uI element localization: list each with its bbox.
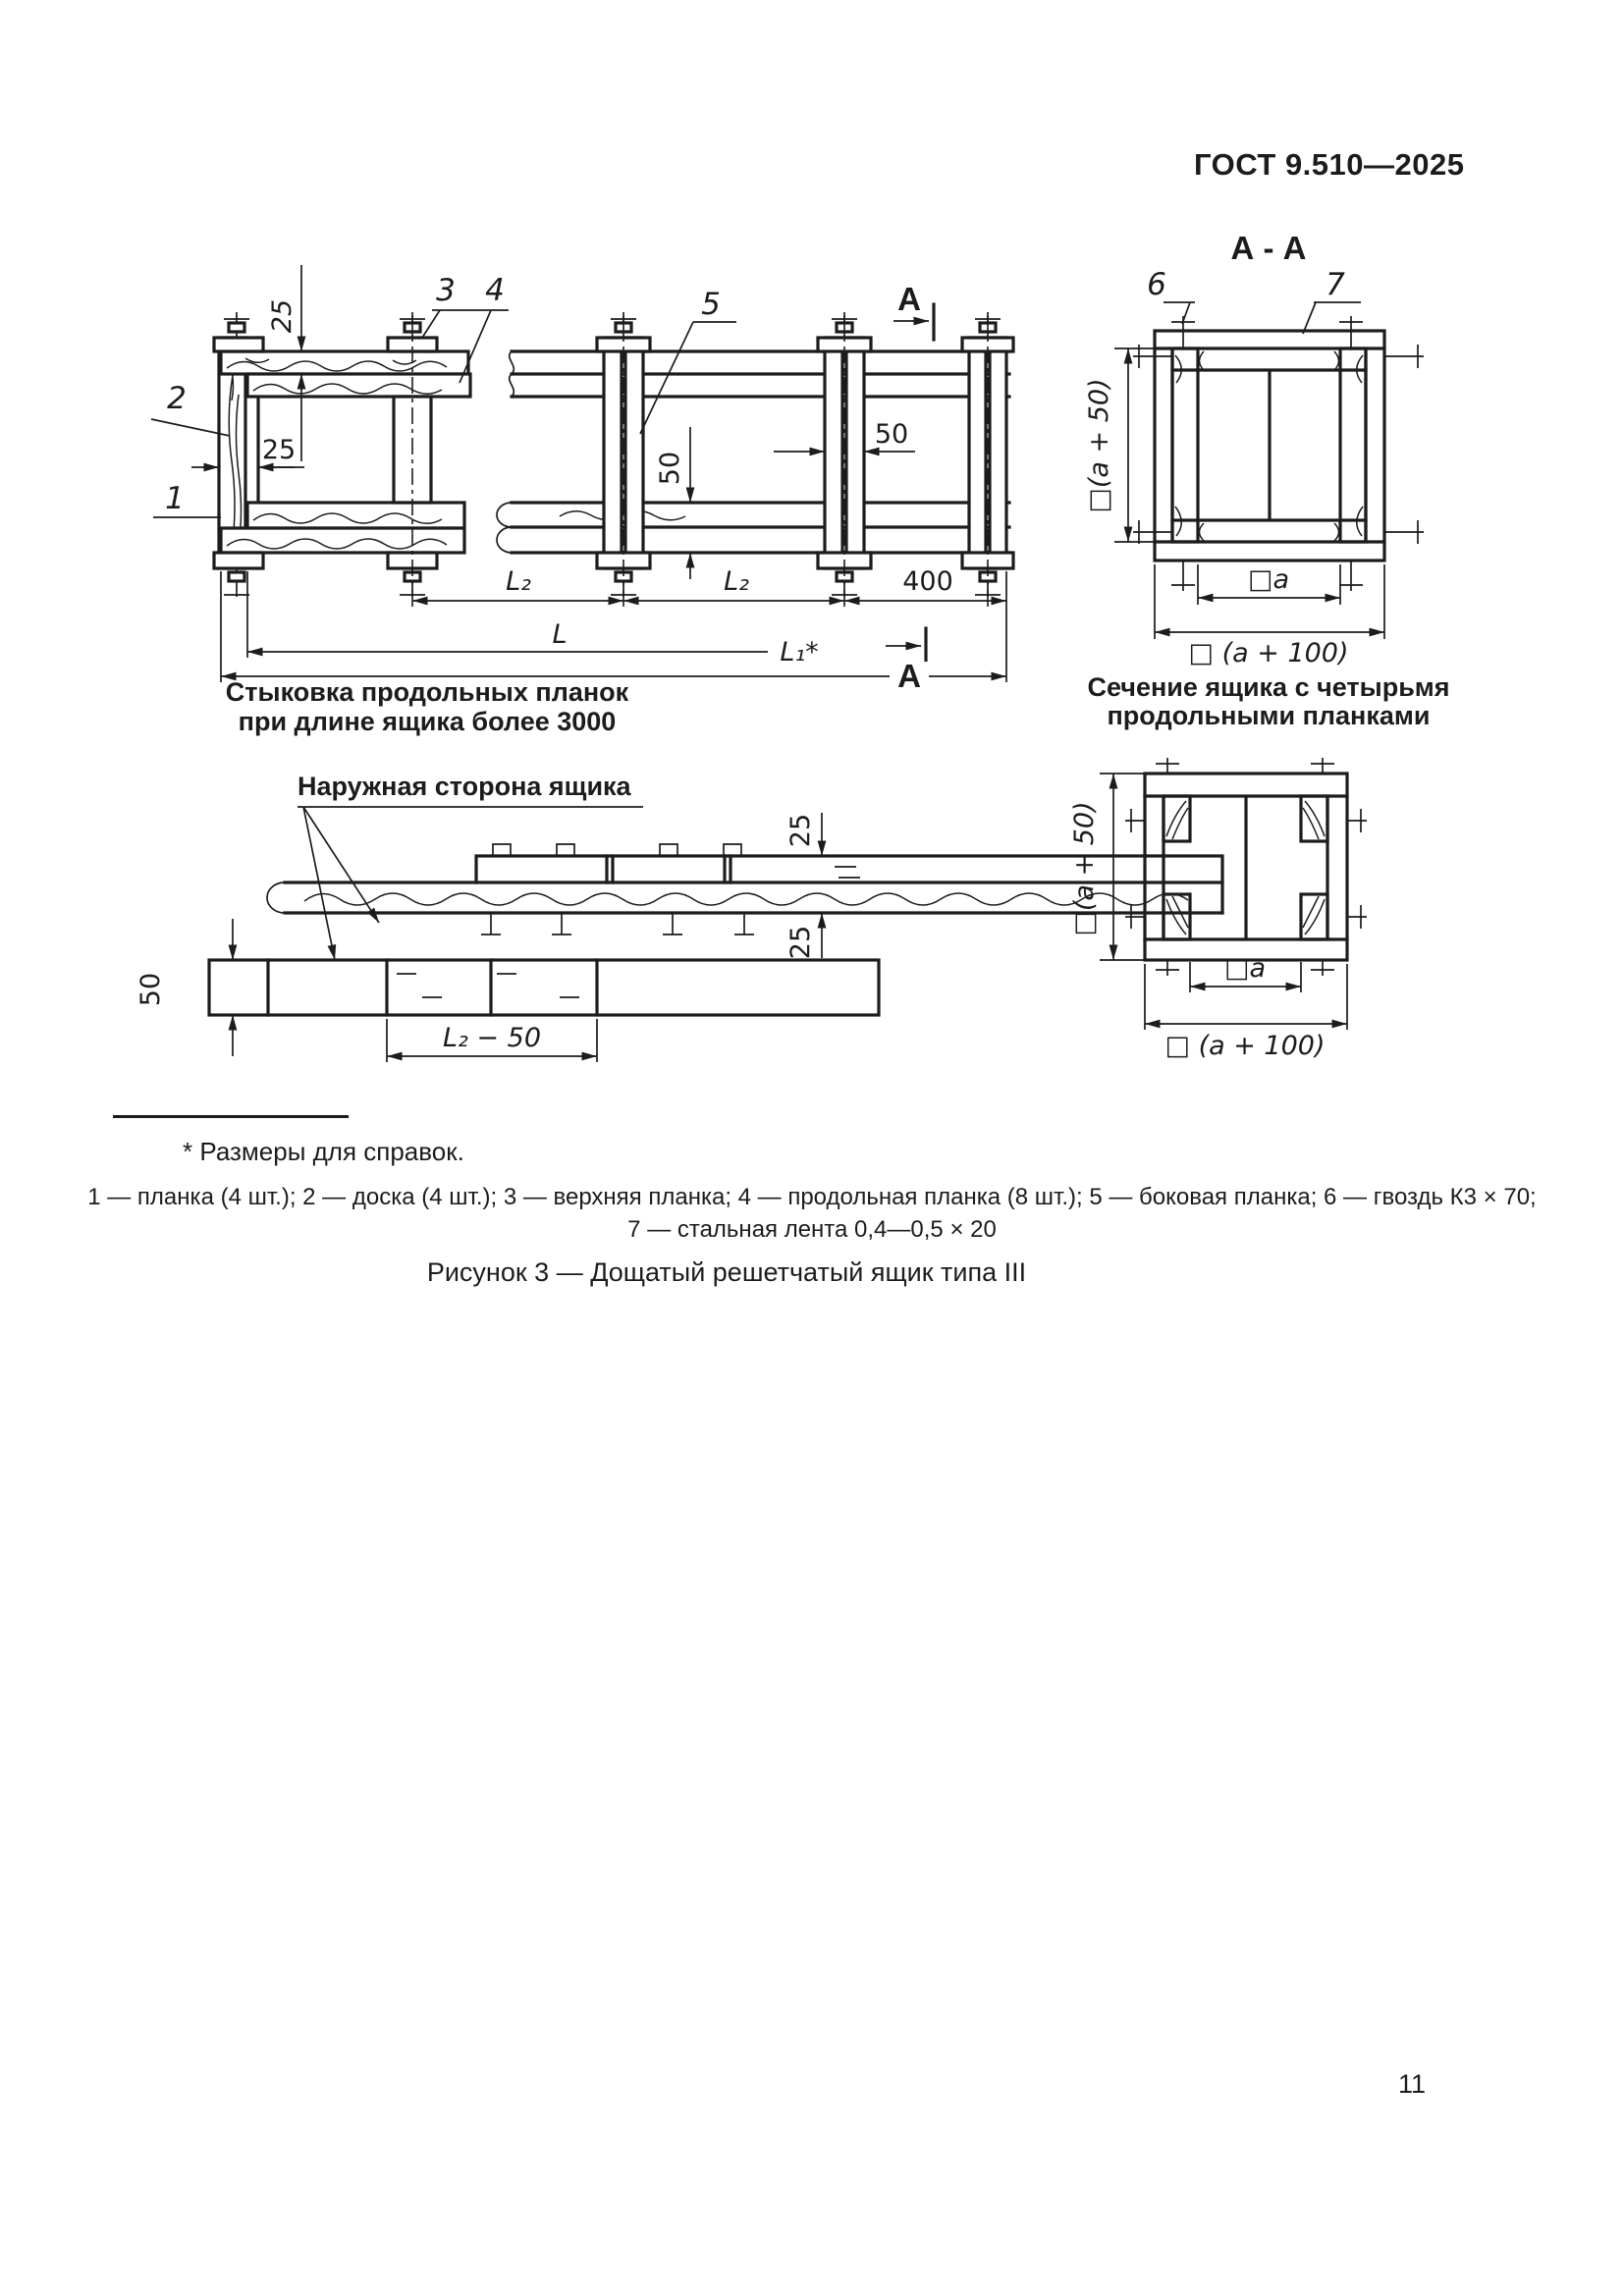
joint-splice-view xyxy=(151,265,1013,736)
callout-1: 1 xyxy=(165,481,185,516)
dim-400: 400 xyxy=(902,566,953,597)
dim-outer-25-bottom: 25 xyxy=(785,925,816,960)
section-lower-dimensions xyxy=(1069,774,1347,1061)
footnote-rule xyxy=(113,1115,349,1118)
end-board-assembly xyxy=(219,338,470,568)
dim-aa-side: □(a + 50) xyxy=(1084,378,1114,513)
callout-4: 4 xyxy=(485,273,505,308)
dim-l: L xyxy=(552,619,568,650)
section-a-markers xyxy=(886,281,934,694)
section-aa-caption-2: продольными планками xyxy=(1107,701,1431,730)
dim-lower-a100: □ (a + 100) xyxy=(1164,1031,1326,1061)
dim-l2-50: L₂ − 50 xyxy=(442,1023,542,1053)
outer-side-label: Наружная сторона ящика xyxy=(298,772,631,801)
dim-50-right: 50 xyxy=(874,419,909,450)
joint-view-caption-2: при длине ящика более 3000 xyxy=(238,707,617,736)
centerlines xyxy=(412,316,988,611)
dim-25-top: 25 xyxy=(267,298,298,334)
legend-line-2: 7 — стальная лента 0,4—0,5 × 20 xyxy=(627,1216,997,1243)
section-letter-top: А xyxy=(897,281,921,317)
legend-line-1: 1 — планка (4 шт.); 2 — доска (4 шт.); 3 — верхняя планка; 4 — продольная планка (8 шт.); 5 — боковая планка; 6 — гвоздь К3 × 70; xyxy=(87,1184,1537,1210)
cleat-blank-strip xyxy=(209,960,879,1015)
page-number: 11 xyxy=(1398,2069,1427,2099)
dim-50-mid: 50 xyxy=(655,451,685,486)
section-aa-caption-1: Сечение ящика с четырьмя xyxy=(1087,672,1450,702)
callout-6: 6 xyxy=(1147,267,1166,302)
callout-2: 2 xyxy=(167,381,187,416)
callout-3: 3 xyxy=(436,273,456,308)
dim-l2-1: L₂ xyxy=(506,566,531,597)
dim-l2-2: L₂ xyxy=(724,566,749,597)
section-aa-view xyxy=(1084,230,1450,730)
callout-5: 5 xyxy=(701,287,721,322)
outer-side-view xyxy=(135,772,1222,1062)
dim-lower-side: □(a + 50) xyxy=(1069,801,1100,936)
dim-outer-25-top: 25 xyxy=(785,813,816,848)
doc-number: ГОСТ 9.510—2025 xyxy=(1194,147,1465,182)
footnote-text: * Размеры для справок. xyxy=(183,1137,464,1166)
longitudinal-rails xyxy=(497,351,1009,553)
dim-aa-a100: □ (a + 100) xyxy=(1188,638,1349,668)
box-frame-lower xyxy=(1145,774,1347,960)
dim-lower-a: □a xyxy=(1223,953,1267,984)
box-frame xyxy=(1155,331,1384,561)
section-letter-bottom: А xyxy=(897,658,921,694)
section-lower-view xyxy=(1069,758,1367,1061)
joint-view-caption-1: Стыковка продольных планок xyxy=(225,677,629,707)
dimensions xyxy=(191,265,1006,682)
dim-strip-50: 50 xyxy=(135,972,166,1007)
section-aa-title: А - А xyxy=(1230,230,1307,266)
dim-l1: L₁* xyxy=(780,637,819,667)
callout-7: 7 xyxy=(1326,267,1345,302)
figure-caption: Рисунок 3 — Дощатый решетчатый ящик типа III xyxy=(426,1257,1027,1287)
figure-3-drawing xyxy=(98,226,1532,1090)
dim-aa-a: □a xyxy=(1247,564,1290,595)
dim-25-left: 25 xyxy=(261,435,297,465)
